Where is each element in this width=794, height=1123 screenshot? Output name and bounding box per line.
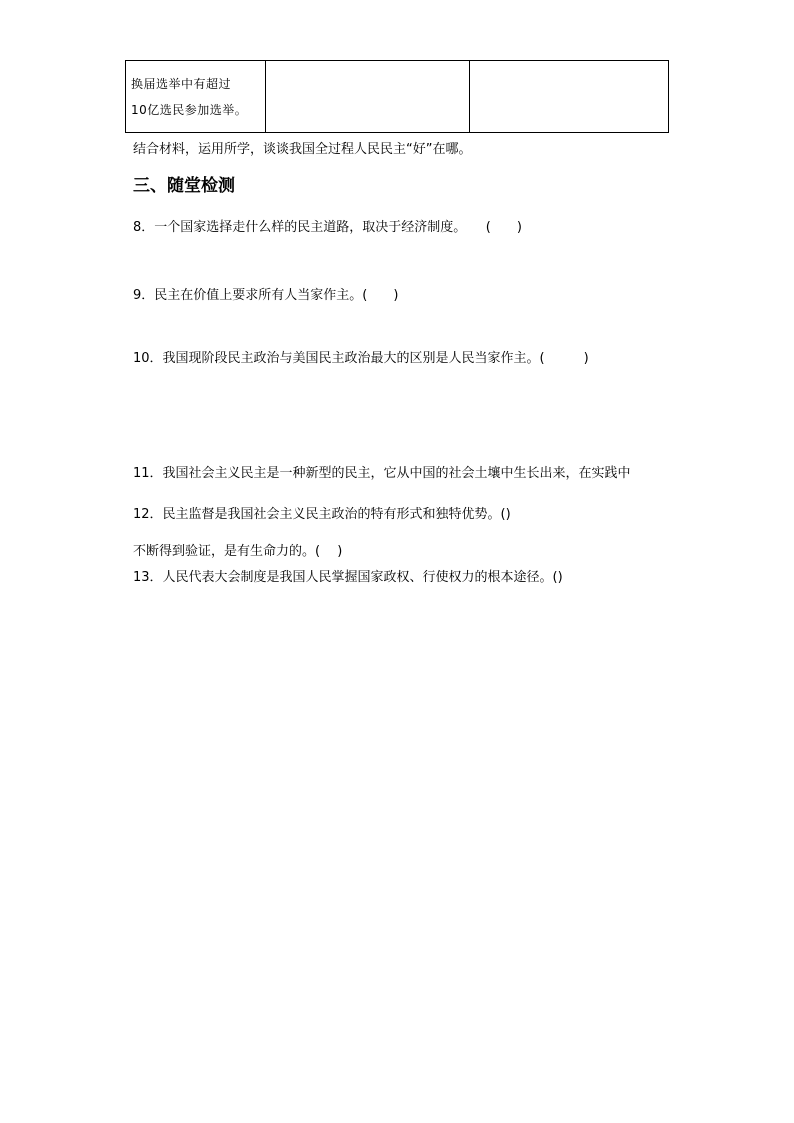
table-cell-material [126,61,266,133]
true-false-item: 10．我国现阶段民主政治与美国民主政治最大的区别是人民当家作主。( ) [133,351,589,366]
item-line: 11．我国社会主义民主是一种新型的民主，它从中国的社会土壤中生长出来，在实践中 [133,466,631,481]
table-row [126,61,669,133]
true-false-item: 13．人民代表大会制度是我国人民掌握国家政权、行使权力的根本途径。() [133,570,563,585]
discussion-question: 结合材料，运用所学，谈谈我国全过程人民民主“好”在哪。 [133,142,472,157]
true-false-item: 12．民主监督是我国社会主义民主政治的特有形式和独特优势。() [133,507,511,522]
cell-text-line: 10亿选民参加选举。 [131,102,248,117]
item-line: 不断得到验证，是有生命力的。( ) [133,544,343,559]
cell-text-line: 换届选举中有超过 [131,76,232,91]
section-heading: 三、随堂检测 [133,176,235,196]
table-cell-empty [265,61,470,133]
true-false-item: 8．一个国家选择走什么样的民主道路，取决于经济制度。 ( ) [133,220,522,235]
material-table [125,60,669,133]
true-false-item: 9．民主在价值上要求所有人当家作主。( ) [133,288,399,303]
table-cell-empty [470,61,669,133]
